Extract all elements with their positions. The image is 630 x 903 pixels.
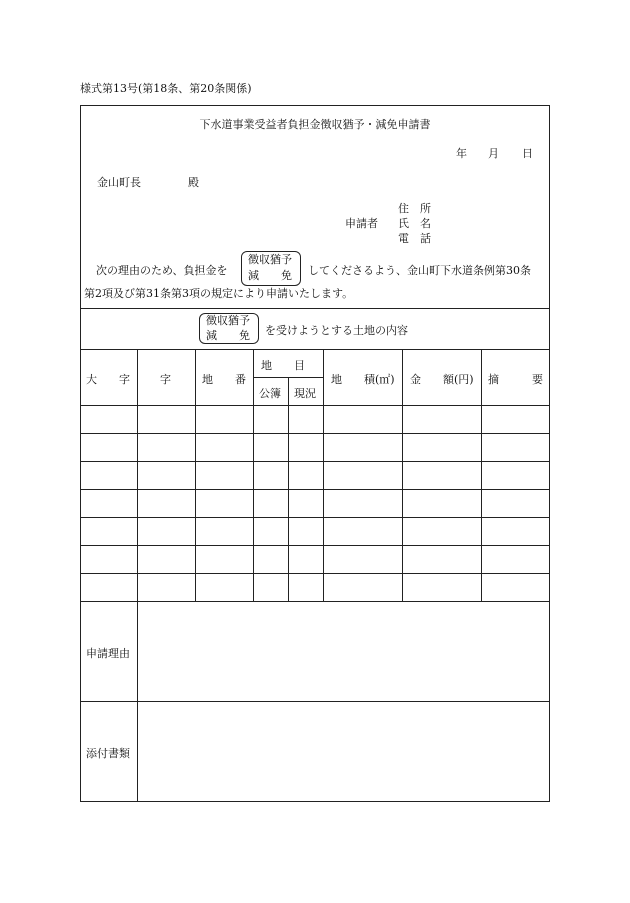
form-title: 下水道事業受益者負担金徴収猶予・減免申請書 [199, 118, 431, 131]
col-line [195, 349, 196, 601]
header-oaza: 大 字 [86, 373, 130, 386]
col-line [137, 349, 138, 601]
addressee-name: 金山町長 [97, 176, 141, 189]
col-line [481, 349, 482, 601]
table-top-line [80, 349, 550, 350]
applicant-phone-label: 電 話 [398, 232, 431, 245]
date-day: 日 [522, 147, 533, 160]
attachment-label: 添付書類 [86, 747, 130, 760]
header-chiban: 地 番 [202, 373, 246, 386]
row-line [80, 433, 550, 434]
header-kobo: 公簿 [259, 387, 281, 400]
header-aza: 字 [160, 373, 171, 386]
form-number: 様式第13号(第18条、第20条関係) [80, 82, 252, 95]
row-line [80, 489, 550, 490]
header-kingaku: 金 額(円) [410, 373, 474, 386]
reason-label: 申請理由 [86, 647, 130, 660]
header-chiseki [331, 371, 395, 387]
applicant-address-label: 住 所 [398, 202, 431, 215]
section-heading: を受けようとする土地の内容 [265, 324, 408, 337]
row-line [80, 573, 550, 574]
reason-field[interactable] [138, 602, 549, 701]
section-bracket-top: 徴収猶予 [206, 314, 250, 327]
divider [80, 308, 550, 309]
header-chiseki-text: 地 積(㎡) [331, 373, 395, 386]
addressee-honorific: 殿 [188, 176, 199, 189]
body-line2: 第2項及び第31条第3項の規定により申請いたします。 [84, 287, 354, 300]
col-line [288, 377, 289, 601]
col-line [253, 349, 254, 601]
body-line1-prefix: 次の理由のため、負担金を [96, 264, 228, 277]
row-line [80, 545, 550, 546]
col-line [402, 349, 403, 601]
applicant-name-label: 氏 名 [398, 217, 431, 230]
body-bracket-top: 徴収猶予 [248, 253, 292, 266]
date-month: 月 [488, 147, 499, 160]
body-line1-suffix: してくださるよう、金山町下水道条例第30条 [308, 264, 531, 277]
col-line [323, 349, 324, 601]
section-bracket-bottom: 減 免 [206, 329, 250, 342]
applicant-label: 申請者 [345, 217, 378, 230]
date-year: 年 [456, 147, 467, 160]
header-genkyo: 現況 [294, 387, 316, 400]
attachment-field[interactable] [138, 702, 549, 801]
row-line [80, 461, 550, 462]
header-bottom-line [80, 405, 550, 406]
header-chimoku: 地 目 [261, 359, 305, 372]
header-tekiyo: 摘 要 [488, 373, 543, 386]
body-bracket-bottom: 減 免 [248, 269, 292, 282]
row-line [80, 517, 550, 518]
